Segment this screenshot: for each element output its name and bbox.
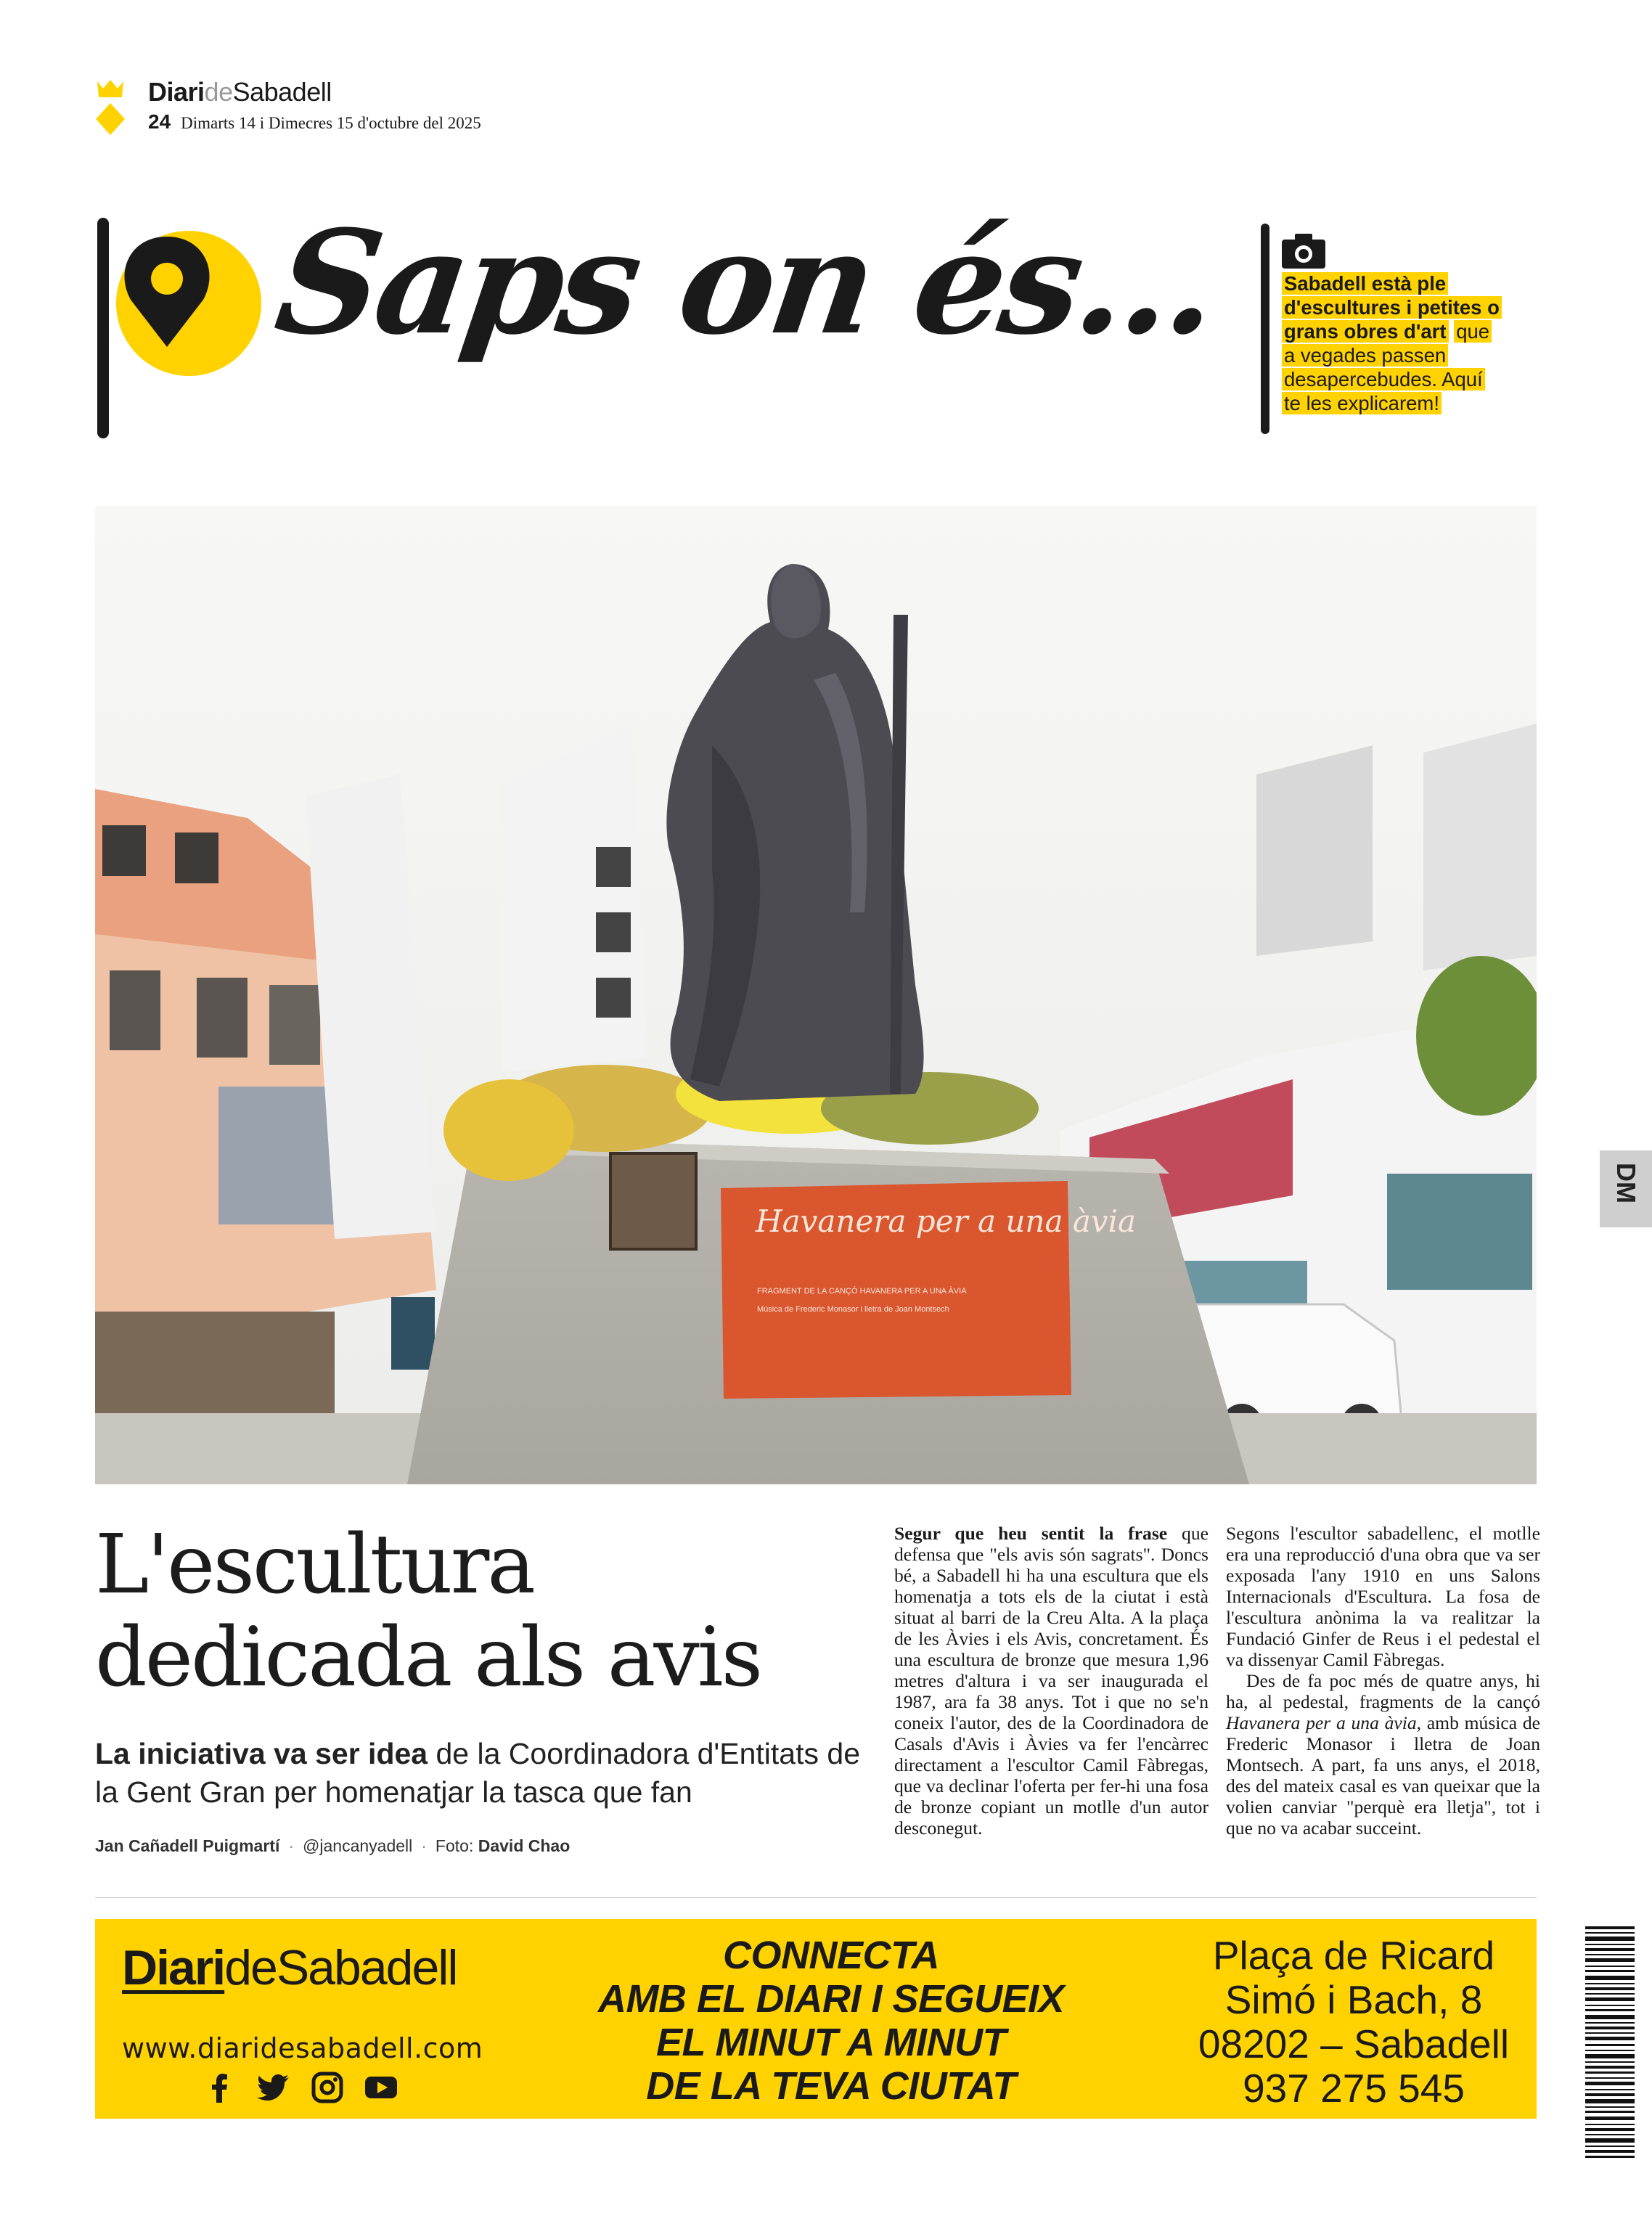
statue-photo-illustration [95, 506, 1537, 1484]
article-byline: Jan Cañadell Puigmartí · @jancanyadell · Foto: David Chao [95, 1836, 571, 1855]
camera-icon [1282, 234, 1325, 269]
issue-date: Dimarts 14 i Dimecres 15 d'octubre del 2025 [181, 114, 481, 132]
plaque-credit: FRAGMENT DE LA CANÇÓ HAVANERA PER A UNA ÀVIA [757, 1287, 967, 1296]
masthead-dateline [148, 110, 481, 134]
twitter-icon[interactable] [257, 2071, 290, 2104]
article-column-2: Segons l'escultor sabadellenc, el motlle era una reproducció d'una obra que va ser exposada l'any 1910 en uns Salons Internacionals d'Escultura. La fosa de l'escultura anònima la va realitzar la Fundació Ginfer de Reus i el pedestal el va dissenyar Camil Fàbregas. Des de fa poc més de quatre anys, hi ha, al pedestal, fragments de la cançó Havanera per a una àvia, amb música de Frederic Monasor i lletra de Joan Montsech. A part, fa uns anys, el 2018, des del mateix casal es van queixar que la volien canviar "perquè era lletja", tot i que no va acabar succeint. [1226, 1523, 1540, 1839]
facebook-icon[interactable] [203, 2071, 237, 2104]
footer-phone[interactable]: 937 275 545 [1243, 2066, 1465, 2111]
plaque-authors: Música de Frederic Monasor i lletra de Joan Montsech [757, 1305, 949, 1314]
section-tab: DM [1600, 1150, 1652, 1227]
article-headline: L'escultura dedicada als avis [95, 1518, 761, 1705]
footer-url-link[interactable]: www.diaridesabadell.com [122, 2032, 483, 2064]
author-name: Jan Cañadell Puigmartí [95, 1836, 280, 1855]
youtube-icon[interactable] [364, 2071, 398, 2104]
masthead-brand[interactable]: DiarideSabadell [148, 77, 332, 107]
divider [95, 1897, 1537, 1898]
footer-brand[interactable]: DiarideSabadell [122, 1940, 457, 1995]
barcode-icon [1582, 1922, 1637, 2161]
instagram-icon[interactable] [311, 2071, 344, 2104]
blurb-bar [1261, 224, 1269, 434]
section-title: Saps on és... [266, 200, 1225, 367]
article-dek: La iniciativa va ser idea de la Coordinadora d'Entitats de la Gent Gran per homenatjar la tasca que fan [95, 1737, 860, 1809]
author-handle[interactable]: @jancanyadell [303, 1836, 413, 1855]
plaque-title: Havanera per a una àvia [756, 1203, 1137, 1239]
page-number: 24 [148, 110, 171, 133]
social-links [203, 2071, 399, 2104]
statue-photo [95, 506, 1537, 1484]
diari-logo-icon [94, 78, 126, 136]
footer-cta: CONNECTA AMB EL DIARI I SEGUEIX EL MINUT A MINUT DE LA TEVA CIUTAT [597, 1934, 1065, 2108]
photographer-name: David Chao [478, 1836, 571, 1855]
location-pin-icon [116, 231, 261, 376]
article-column-1: Segur que heu sentit la frase que defensa que "els avis són sagrats". Doncs bé, a Sabadell hi ha una escultura que els homenatja a tots els de la ciutat i està situat al barri de la Creu Alta. A la plaça de les Àvies i els Avis, concretament. És una escultura de bronze que mesura 1,96 metres d'altura i va ser inaugurada el 1987, ara fa 38 anys. Tot i que no se'n coneix l'autor, des de la Coordinadora de Casals d'Avis i Àvies va fer l'encàrrec directament a l'escultor Camil Fàbregas, que va declinar l'oferta per fer-hi una fosa de bronze copiant un motlle d'un autor desconegut. [894, 1523, 1209, 1839]
section-blurb: Sabadell està ple d'escultures i petites o grans obres d'art que a vegades passen desapercebudes. Aquí te les explicarem! [1282, 271, 1500, 415]
footer-address: Plaça de Ricard Simó i Bach, 8 08202 – Sabadell 937 275 545 [1176, 1934, 1532, 2111]
section-bar [97, 218, 109, 438]
